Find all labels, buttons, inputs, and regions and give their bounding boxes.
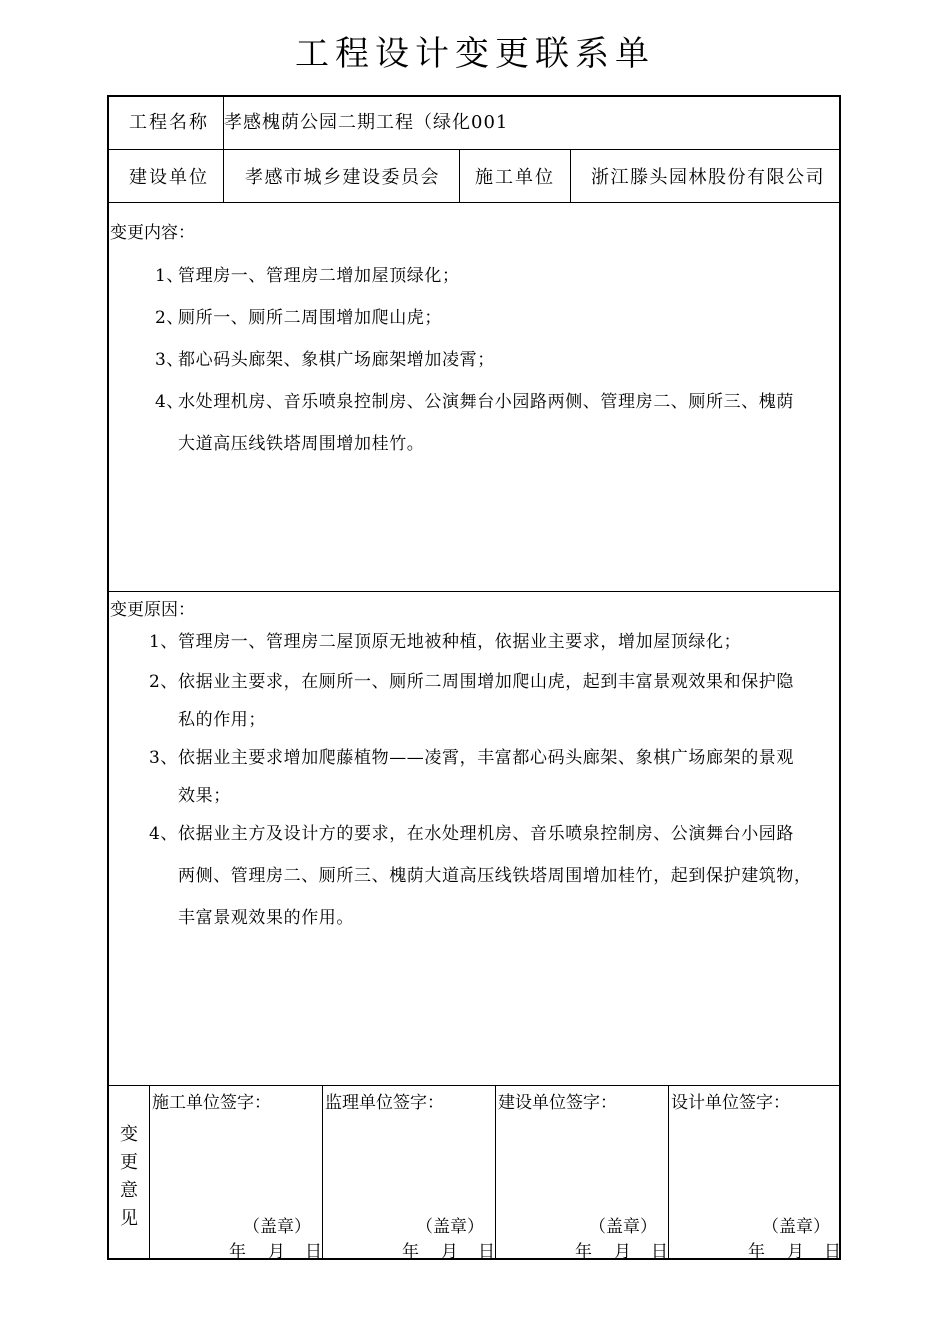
col-divider <box>495 1085 496 1260</box>
content-item-text: 管理房一、管理房二增加屋顶绿化； <box>178 266 460 286</box>
form-title: 工程设计变更联系单 <box>295 34 655 74</box>
builder-stamp: （盖章） <box>589 1217 657 1237</box>
design-date-year: 年 <box>748 1242 765 1262</box>
row-divider <box>109 1085 839 1086</box>
opinion-label-char: 更 <box>120 1152 138 1173</box>
construction-date-year: 年 <box>229 1242 246 1262</box>
supervision-stamp: （盖章） <box>416 1217 484 1237</box>
reason-item-text: 丰富景观效果的作用。 <box>178 908 354 928</box>
supervision-date-day: 日 <box>478 1242 495 1262</box>
construction-date-day: 日 <box>305 1242 322 1262</box>
reason-item-text: 依据业主方及设计方的要求，在水处理机房、音乐喷泉控制房、公演舞台小园路 <box>178 824 794 844</box>
builder-date-year: 年 <box>575 1242 592 1262</box>
col-divider <box>322 1085 323 1260</box>
content-item-text: 水处理机房、音乐喷泉控制房、公演舞台小园路两侧、管理房二、厕所三、槐荫 <box>178 392 794 412</box>
supervision-signature-label: 监理单位签字： <box>325 1093 444 1113</box>
change-reason-title: 变更原因： <box>110 600 195 620</box>
reason-item-number: 3、 <box>149 748 179 768</box>
construction-date-month: 月 <box>268 1242 285 1262</box>
construction-stamp: （盖章） <box>243 1217 311 1237</box>
constructor-value: 浙江滕头园林股份有限公司 <box>591 167 825 188</box>
project-name-label: 工程名称 <box>129 112 209 133</box>
constructor-label: 施工单位 <box>475 167 555 188</box>
supervision-date-year: 年 <box>402 1242 419 1262</box>
reason-item-number: 2、 <box>149 672 179 692</box>
builder-value: 孝感市城乡建设委员会 <box>245 167 440 188</box>
reason-item-text: 效果； <box>178 786 231 806</box>
form-table <box>107 95 841 1260</box>
project-name-value: 孝感槐荫公园二期工程（绿化001 <box>224 112 509 133</box>
builder-label: 建设单位 <box>129 167 209 188</box>
opinion-label-char: 意 <box>120 1180 138 1201</box>
design-date-month: 月 <box>787 1242 804 1262</box>
opinion-label-char: 见 <box>120 1208 138 1229</box>
reason-item-text: 依据业主要求，在厕所一、厕所二周围增加爬山虎，起到丰富景观效果和保护隐 <box>178 672 794 692</box>
opinion-label-char: 变 <box>120 1124 138 1145</box>
reason-item-text: 依据业主要求增加爬藤植物——凌霄，丰富都心码头廊架、象棋广场廊架的景观 <box>178 748 794 768</box>
construction-signature-label: 施工单位签字： <box>152 1093 271 1113</box>
opinion-label <box>117 1121 141 1233</box>
reason-item-number: 1、 <box>149 632 179 652</box>
col-divider <box>668 1085 669 1260</box>
reason-item-text: 管理房一、管理房二屋顶原无地被种植，依据业主要求，增加屋顶绿化； <box>178 632 742 652</box>
content-item-number: 2、 <box>155 308 185 328</box>
builder-date-day: 日 <box>651 1242 668 1262</box>
change-content-title: 变更内容： <box>110 223 195 243</box>
content-item-text: 都心码头廊架、象棋广场廊架增加凌霄； <box>178 350 495 370</box>
supervision-date-month: 月 <box>441 1242 458 1262</box>
content-item-text: 厕所一、厕所二周围增加爬山虎； <box>178 308 442 328</box>
design-signature-label: 设计单位签字： <box>671 1093 790 1113</box>
reason-item-text: 两侧、管理房二、厕所三、槐荫大道高压线铁塔周围增加桂竹，起到保护建筑物， <box>178 866 812 886</box>
col-divider <box>459 150 460 202</box>
content-item-text: 大道高压线铁塔周围增加桂竹。 <box>178 434 425 454</box>
row-divider <box>109 149 839 150</box>
col-divider <box>570 150 571 202</box>
design-stamp: （盖章） <box>762 1217 830 1237</box>
reason-item-number: 4、 <box>149 824 179 844</box>
row-divider <box>109 591 839 592</box>
builder-date-month: 月 <box>614 1242 631 1262</box>
builder-signature-label: 建设单位签字： <box>498 1093 617 1113</box>
content-item-number: 3、 <box>155 350 185 370</box>
row-divider <box>109 202 839 203</box>
col-divider <box>149 1085 150 1260</box>
content-item-number: 1、 <box>155 266 185 286</box>
design-date-day: 日 <box>824 1242 841 1262</box>
content-item-number: 4、 <box>155 392 185 412</box>
reason-item-text: 私的作用； <box>178 710 266 730</box>
